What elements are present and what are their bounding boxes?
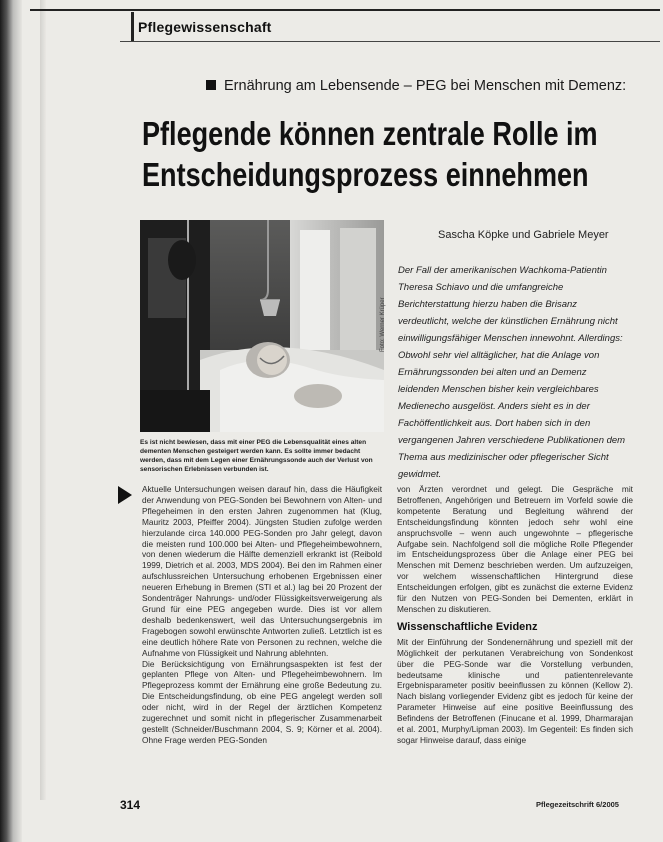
section-marker: [131, 12, 134, 42]
subheading: Wissenschaftliche Evidenz: [397, 620, 538, 633]
body-column-2: [397, 484, 633, 746]
photo-credit: Foto: Werner Krüper: [380, 297, 386, 352]
arrow-marker-icon: [118, 486, 132, 504]
body-column-1: [142, 484, 382, 746]
kicker: [206, 78, 626, 94]
article-photo: [140, 220, 384, 432]
page-edge: [40, 0, 46, 800]
kicker-bullet-icon: [206, 80, 216, 90]
headline-line-1: Pflegende können zentrale Rolle im: [142, 115, 598, 152]
headline: [142, 113, 598, 195]
section-title: Pflegewissenschaft: [138, 19, 272, 35]
page-number: 314: [120, 798, 141, 812]
headline-line-2: Entscheidungsprozess einnehmen: [142, 156, 589, 193]
paragraph: Aktuelle Untersuchungen weisen darauf hin, dass die Häufigkeit der Anwendung von PEG-Sonden bei Bewohnern von Alten- und Pflegeheimen in den ersten Jahren zugenommen hat (Klug, Mauritz 2003, Pfeiffer 2004). Jüngsten Studien zufolge werden hierzulande circa 140.000 PEG-Sonden pro Jahr gelegt, davon die meisten rund 100.000 bei Alten- und Pflegeheimbewohnern, von denen wiederum die Hälfte demenziell erkrankt ist (Reibold 1999, Dietrich et al. 2003, MDS 2004). Bei den im Rahmen einer aufschlussreichen Untersuchung erhobenen Ergebnissen einer neueren Erhebung in Bremen (STI et al.) lag bei 20 Prozent der Sondenträger Nahrungs- und/oder Flüssigkeitsverweigerung als Grund für eine PEG angegeben wurde. Dies ist vor allem deshalb bedenkenswert, weil das Untersuchungsergebnis im Fragebogen sowohl erwünschte Antworten zuließ. Letztlich ist es eine deutlich höhere Rate von Personen zu rechnen, welche die Aufnahme von Flüssigkeit und Nahrung ablehnten.: [142, 484, 382, 658]
kicker-text: Ernährung am Lebensende – PEG bei Menschen mit Demenz:: [224, 78, 627, 94]
paragraph: Die Berücksichtigung von Ernährungsaspekten ist fest der geplanten Pflege von Alten- und Pflegeheimbewohnern. Im Pflegeprozess kommt der Ernährung eine große Bedeutung zu. Die Entscheidungsfindung, ob eine PEG angelegt werden soll oder nicht, wird in der Regel der ärztlichen Kompetenz zugerechnet und somit nicht in pflegerischer Zusammenarbeit gestellt (Schneider/Buschmann 2004, S. 9; Körner et al. 2004). Ohne Frage werden PEG-Sonden: [142, 658, 382, 745]
photo-illustration: [140, 220, 384, 432]
paragraph: von Ärzten verordnet und gelegt. Die Gespräche mit Betroffenen, Angehörigen und Betreuern im Vorfeld sowie die kompetente Beratung und Begleitung während der Entscheidungsfindung könnten jedoch sehr wohl eine anspruchsvolle – wenn auch ungewohnte – pflegerische Aufgabe sein. Nachfolgend soll die mögliche Rolle Pflegender im Entscheidungsprozess über die Anlage einer PEG bei Menschen mit Demenz beschrieben werden. Um aufzuzeigen, vor welchem wissenschaftlichen Hintergrund diese Entscheidungen erfolgen, gibt es zunächst die externe Evidenz für den Nutzen von PEG-Sonden bei Dementen, erklärt in Menschen zu diskutieren.: [397, 484, 633, 614]
page-gutter-shadow: [0, 0, 22, 842]
section-rule: [120, 41, 660, 42]
top-rule: [30, 9, 660, 11]
authors: Sascha Köpke und Gabriele Meyer: [438, 229, 609, 241]
journal-footer: Pflegezeitschrift 6/2005: [536, 800, 619, 809]
photo-caption: Es ist nicht bewiesen, dass mit einer PEG die Lebensqualität eines alten dementen Menschen gesteigert werden kann. Es sollte immer bedacht werden, dass mit dem Legen einer Ernährungssonde auch der Verlust von sensorischen Erlebnissen verbunden ist.: [140, 439, 373, 473]
intro-text: Der Fall der amerikanischen Wachkoma-Patientin Theresa Schiavo und die umfangreiche Berichterstattung hierzu haben die Brisanz verdeutlicht, welche der künstlichen Ernährung nicht einwilligungsfähiger Menschen innewohnt. Allerdings: Obwohl sehr viel alltäglicher, hat die Anlage von Ernährungssonden bei alten und an Demenz leidenden Menschen bisher kein vergleichbares Medienecho ausgelöst. Anders sieht es in der Fachöffentlichkeit aus. Dort haben sich in den vergangenen Jahren verschiedene Publikationen dem Thema aus medizinischer oder pflegerischer Sicht gewidmet.: [398, 265, 626, 480]
paragraph: Mit der Einführung der Sondenernährung und speziell mit der Möglichkeit der perkutanen Verabreichung von Sondenkost über die PEG-Sonde war die Vorstellung verbunden, bedeutsame klinische und patientenrelevante Ergebnisparameter positiv beeinflussen zu können (Kellow 2). Nach bislang vorliegender Evidenz gibt es jedoch für keine der Parameter Hinweise auf eine positive Beeinflussung des Befindens der Betroffenen (Finucane et al. 1999, Dharmarajan et al. 2001, Murphy/Lipman 2003). Im Gegenteil: Es finden sich sogar Hinweise darauf, dass einige: [397, 636, 633, 745]
